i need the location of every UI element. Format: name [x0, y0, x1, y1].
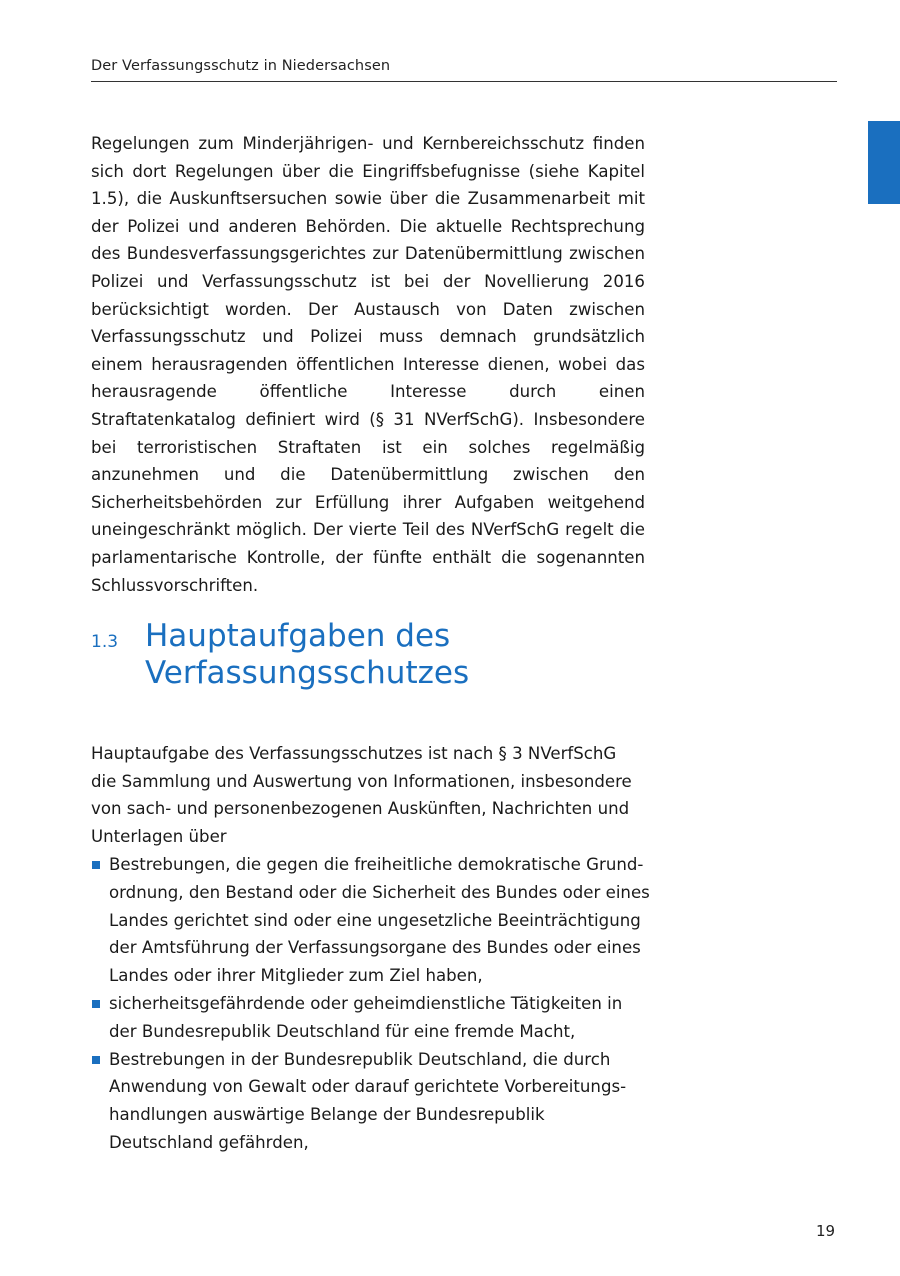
list-item-text: Bestrebungen, die gegen die freiheitliche demokratische Grundordnung, den Bestand oder die Sicherheit des Bundes oder eines Landes gerichtet sind oder eine ungesetzliche Beeinträchtigung der Amtsführung der Verfassungsorgane des Bundes oder eines Landes oder ihrer Mitglieder zum Ziel haben,: [109, 855, 650, 986]
list-item-text: sicherheitsgefährdende oder geheimdienstliche Tätigkeiten in der Bundesrepublik Deutschland für eine fremde Macht,: [109, 993, 623, 1041]
square-bullet-icon: [92, 861, 100, 869]
paragraph-intro: Regelungen zum Minderjährigen- und Kernbereichsschutz finden sich dort Regelungen über die Eingriffsbefugnisse (siehe Kapitel 1.5), die Auskunftsersuchen sowie über die Zusammenarbeit mit der Polizei und anderen Behörden. Die aktuelle Rechtsprechung des Bundesverfassungsgerichtes zur Datenübermittlung zwischen Polizei und Verfassungsschutz ist bei der Novellierung 2016 berücksichtigt worden. Der Austausch von Daten zwischen Verfassungsschutz und Polizei muss demnach grundsätzlich einem herausragenden öffentlichen Interesse dienen, wobei das herausragende öffentliche Interesse durch einen Straftatenkatalog definiert wird (§ 31 NVerfSchG). Insbesondere bei terroristischen Straftaten ist ein solches regelmäßig anzunehmen und die Datenübermittlung zwischen den Sicherheitsbehörden zur Erfüllung ihrer Aufgaben weitgehend uneingeschränkt möglich. Der vierte Teil des NVerfSchG regelt die parlamentarische Kontrolle, der fünfte enthält die sogenannten Schlussvorschriften.: [91, 134, 645, 595]
section-title: Hauptaufgaben des Verfassungsschutzes: [145, 618, 470, 691]
running-header: Der Verfassungsschutz in Niedersachsen: [91, 58, 391, 74]
list-item: [91, 1046, 651, 1157]
section-number: 1.3: [91, 632, 119, 652]
paragraph-main-task: Hauptaufgabe des Verfassungsschutzes ist nach § 3 NVerfSchG die Sammlung und Auswertung von Informationen, insbesondere von sach- und personenbezogenen Auskünften, Nachrichten und Unterlagen über: [91, 744, 632, 846]
chapter-tab-marker: [868, 121, 900, 204]
list-item-text: Bestrebungen in der Bundesrepublik Deutschland, die durch Anwendung von Gewalt oder darauf gerichtete Vorbereitungshandlungen auswärtige Belange der Bundesrepublik Deutschland gefährden,: [109, 1049, 627, 1152]
page-number: 19: [816, 1222, 836, 1240]
header-rule: [91, 81, 837, 82]
square-bullet-icon: [92, 1000, 100, 1008]
task-list: [91, 851, 651, 1157]
list-item: [91, 851, 651, 990]
square-bullet-icon: [92, 1056, 100, 1064]
list-item: [91, 990, 651, 1046]
